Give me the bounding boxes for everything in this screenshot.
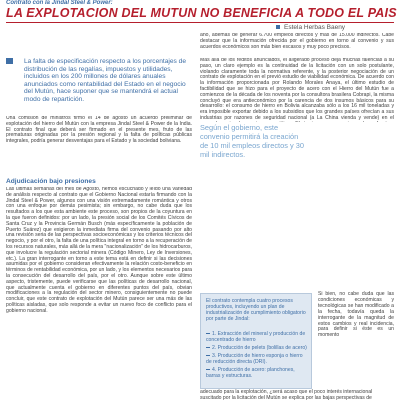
column2-paragraph2a: Más allá de los réditos anunciados, el aligerado proceso deja muchas falencias a su paso, un claro ejemplo es la continuidad de la licitación con un solo postulante, violando claramente toda la normativa referente, y la posterior negociación de un contrato de explotación en el previó estudio de viabilidad económica. De acuerdo con la información proporcionada por Rolando Morales Anaya, el último estudio de factibilidad que se hizo para el proyecto de acero con el Hierro del Mutún fue a comienzos de la década de los noventa por la consultora brasilera Cobrapi, la misma concluyó que era antieconómico por la carencia de dos insumos básicos para su desarrollo: el consumo de hierro en Bolivia alcanzaba sólo a los 16 mil toneladas y era imposible exportar debido a los subsidios que los grandes países ofrecían a sus industrias por razones de seguridad nacional (a La China vienda y vende) en el	[200, 58, 394, 121]
kicker: Contrato con la Jindal Steel & Power:	[6, 0, 113, 6]
list-item: 2. Producción de pelets (bolillas de acero)	[206, 345, 307, 351]
sidebox-intro: El contrato contempla cuatro procesos productivos, incluyendo un plan de industrialización de cumplimiento obligatorio por parte de Jindal:	[206, 298, 306, 322]
column2-paragraph2b-wrap	[312, 123, 394, 183]
dash-icon	[206, 369, 210, 370]
author-byline	[276, 24, 345, 31]
pull-quote: Según el gobierno, este convenio permitirá la creación de 10 mil empleos directos y 30 mil indirectos.	[200, 123, 304, 159]
list-item: 3. Producción de hierro esponja o hierro de reducción directa (DRI).	[206, 353, 303, 365]
dash-icon	[206, 333, 210, 334]
headline: LA EXPLOTACION DEL MUTUN NO BENEFICIA A TODO EL PAIS	[6, 6, 397, 20]
dash-icon	[206, 347, 210, 348]
column2-paragraph2c	[200, 184, 394, 288]
byline-square-icon	[276, 25, 280, 29]
narrow-column-text: Si bien, no cabe duda que las condiciones económicas y tecnológicas se han modificado a la fecha, todavía queda la interrogante de la magnitud de estos cambios y real incidencia, para definir si éste es un momento	[318, 291, 394, 339]
column2-paragraph1: año, además de generar 6.700 empleos directos y más de 15.000 indirectos. Cabe destacar que la información ofrecida por el gobierno en torno al convenio y sus acuerdos económicos son más bien escasos y muy poco precisos.	[200, 33, 394, 50]
headline-rule	[6, 22, 394, 23]
list-item: 1. Extracción del mineral y producción de concentrado de hierro	[206, 331, 306, 343]
author-name: Estela Herbas Baeny	[284, 24, 346, 31]
column1-paragraph2: Las últimas semanas del mes de Agosto, hemos escuchado y leído una variedad de análisis respecto al contrato que el Gobierno Nacional estaría firmando con la Jindal Steel & Power, algunos con una visión extremadamente romántica y otros con una enfoque por demás pesimista; sin embargo, no cabe duda que los resultados a los que esta ambiente este proceso, son propios de la coyuntura en la que fueron definidos: por un lado, la presión social de los Comités Cívicos de Santa Cruz y la Provincia Germán Busch (más específicamente la población de Puerto Suárez) que exigieron la inmediata firma del convenio pasando por alto una revisión seria de las perspectivas socioeconómicas y los criterios técnicos del negocio, y por el otro, la falta de una política integral en torno a la recuperación de los recursos naturales, más allá de la mera "nacionalización" de los hidrocarburos, que involucre la regulación sectorial minera (Código Minero, Ley de Inversiones, etc.). La gran interrogante en torno a este tema está en definir si las decisiones asumidas por el gobierno consideran efectivamente la relación costo-beneficio en términos de rentabilidad económica, por un lado, y los elementos necesarios para la consecución del desarrollo del país, por el otro. Aunque sobre este último aspecto, tristemente, puede verificarse que las políticas de desarrollo nacional, que actualmente cuenta el gobierno en diferentes puntos del país, obvian modificaciones a la regulación del sector minero, consiguientemente no puede concluir, que este contrato de explotación del Mutún parece ser una más de las políticas aisladas, que solo responde a evitar un nuevo foco de conflicto para el gobierno nacional.	[6, 187, 192, 314]
info-sidebox	[200, 293, 312, 389]
bottom-column-text: adecuado para la explotación, ¿será acaso que el poco interés internacional suscitado por la licitación del Mutún se explica por las bajas perspectivas de	[200, 389, 373, 400]
section-subhead: Adjudicación bajo presiones	[6, 178, 96, 185]
dash-icon	[206, 355, 210, 356]
sidebox-list	[206, 331, 307, 381]
lead-paragraph: La falta de especificación respecto a los porcentajes de distribución de las regalías, impuestos y utilidades, incluidos en los 200 millones de dólares anuales anunciados como rentabilidad del Estado en el negocio del Mutún, hace suponer que se mantendrá el actual modo de repartición.	[24, 58, 187, 103]
lead-marker-icon	[6, 58, 13, 64]
column1-paragraph1: Una comisión de ministros firmó el 14 de agosto un acuerdo preliminar de explotación del hierro del Mutún con la empresa Jindal Steel & Power de la India. El contrato final que deberá ser firmado en el presente mes, fruto de las prematuras originadas por la presión regional y la falta de políticas públicas integrales, podría generar desventajas para el Estado y la sociedad boliviana.	[6, 116, 192, 145]
list-item: 4. Producción de acero: planchones, barras y estructuras.	[206, 367, 295, 379]
